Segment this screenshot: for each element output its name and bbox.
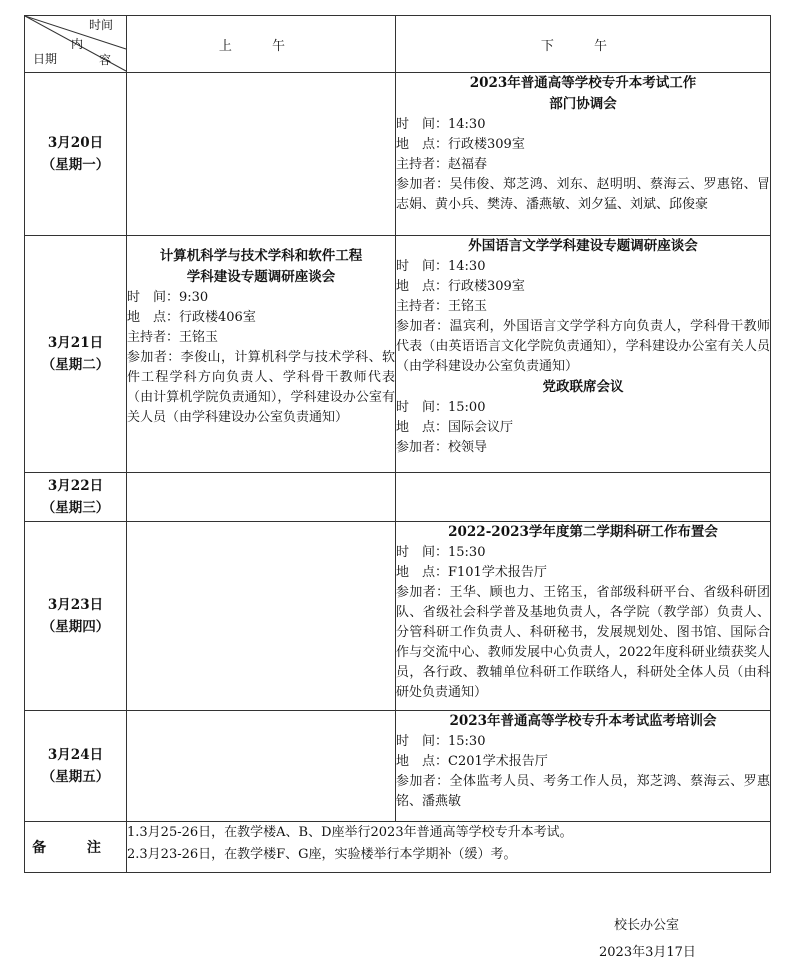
date-label: 3月22日 xyxy=(47,478,104,494)
meeting-participants: 参加者：校领导 xyxy=(396,440,488,455)
diagonal-header-cell xyxy=(25,16,127,73)
meeting-location: 地 点：行政楼406室 xyxy=(127,310,256,325)
weekday-label: （星期一） xyxy=(41,157,110,173)
remark-item: 1.3月25-26日，在教学楼A、B、D座举行2023年普通高等学校专升本考试。 xyxy=(127,825,573,840)
meeting-time: 时 间：15:30 xyxy=(396,734,486,749)
morning-cell-empty xyxy=(127,473,396,522)
date-label: 3月23日 xyxy=(47,597,104,613)
date-cell xyxy=(25,711,127,822)
remark-item: 2.3月23-26日，在教学楼F、G座，实验楼举行本学期补（缓）考。 xyxy=(127,847,517,862)
remarks-label: 备 注 xyxy=(25,822,127,873)
meeting-time: 时 间：14:30 xyxy=(396,117,486,132)
meeting-participants: 参加者：王华、顾也力、王铭玉，省部级科研平台、省级科研团队、省级社会科学普及基地负责人，各学院（教学部）负责人、分管科研工作负责人、科研秘书，发展规划处、图书馆、国际合作与交流中心、教师发展中心负责人，2022年度科研业绩获奖人员，各行政、教辅单位科研工作联络人，科研处全体人员（由科研处负责通知） xyxy=(396,585,770,700)
afternoon-cell xyxy=(396,711,771,822)
corner-content-label-2: 容 xyxy=(99,53,112,67)
meeting-time: 时 间：15:00 xyxy=(396,400,486,415)
meeting-time: 时 间：15:30 xyxy=(396,545,486,560)
meeting-time: 时 间：9:30 xyxy=(127,290,209,305)
date-cell xyxy=(25,73,127,236)
corner-content-label-1: 内 xyxy=(71,37,84,51)
date-label: 3月24日 xyxy=(47,747,104,763)
afternoon-cell xyxy=(396,73,771,236)
remarks-content xyxy=(127,822,771,873)
meeting-location: 地 点：行政楼309室 xyxy=(396,137,525,152)
morning-cell xyxy=(127,236,396,473)
header-row xyxy=(25,16,771,73)
weekday-label: （星期三） xyxy=(41,500,110,516)
meeting-title: 外国语言文学学科建设专题调研座谈会 xyxy=(468,238,698,254)
signature-office: 校长办公室 xyxy=(614,918,680,933)
meeting-participants: 参加者：吴伟俊、郑芝鸿、刘东、赵明明、蔡海云、罗惠铭、冒志娟、黄小兵、樊涛、潘燕敏、刘夕猛、刘斌、邱俊豪 xyxy=(396,177,770,212)
meeting-title: 学科建设专题调研座谈会 xyxy=(186,269,336,285)
morning-cell-empty xyxy=(127,522,396,711)
day-row-tue xyxy=(25,236,771,473)
afternoon-header: 下 午 xyxy=(396,16,771,73)
meeting-title: 党政联席会议 xyxy=(542,379,624,395)
meeting-time: 时 间：14:30 xyxy=(396,259,486,274)
day-row-mon xyxy=(25,73,771,236)
date-cell xyxy=(25,522,127,711)
afternoon-cell xyxy=(396,522,771,711)
date-cell xyxy=(25,236,127,473)
day-row-fri xyxy=(25,711,771,822)
meeting-location: 地 点：行政楼309室 xyxy=(396,279,525,294)
meeting-location: 地 点：C201学术报告厅 xyxy=(396,754,548,769)
morning-header: 上 午 xyxy=(127,16,396,73)
meeting-participants: 参加者：温宾利，外国语言文学学科方向负责人，学科骨干教师代表（由英语语言文化学院负责通知），学科建设办公室有关人员（由学科建设办公室负责通知） xyxy=(396,319,770,374)
meeting-participants: 参加者：全体监考人员、考务工作人员，郑芝鸿、蔡海云、罗惠铭、潘燕敏 xyxy=(396,774,770,809)
afternoon-cell xyxy=(396,236,771,473)
meeting-location: 地 点：F101学术报告厅 xyxy=(396,565,547,580)
date-label: 3月21日 xyxy=(47,335,104,351)
signature-date: 2023年3月17日 xyxy=(599,945,696,960)
corner-time-label: 时间 xyxy=(89,18,114,32)
meeting-location: 地 点：国际会议厅 xyxy=(396,420,514,435)
meeting-host: 主持者：王铭玉 xyxy=(127,330,219,345)
afternoon-cell-empty xyxy=(396,473,771,522)
morning-cell-empty xyxy=(127,73,396,236)
meeting-title: 计算机科学与技术学科和软件工程 xyxy=(159,248,363,264)
weekday-label: （星期二） xyxy=(41,357,110,373)
day-row-thu xyxy=(25,522,771,711)
meeting-title: 2023年普通高等学校专升本考试工作 xyxy=(469,75,697,91)
meeting-host: 主持者：王铭玉 xyxy=(396,299,488,314)
meeting-title: 部门协调会 xyxy=(549,96,617,112)
day-row-wed xyxy=(25,473,771,522)
meeting-participants: 参加者：李俊山，计算机科学与技术学科、软件工程学科方向负责人、学科骨干教师代表（由计算机学院负责通知），学科建设办公室有关人员（由学科建设办公室负责通知） xyxy=(127,350,395,425)
meeting-host: 主持者：赵福春 xyxy=(396,157,488,172)
meeting-title: 2022-2023学年度第二学期科研工作布置会 xyxy=(448,524,718,540)
corner-date-label: 日期 xyxy=(33,52,58,66)
meeting-title: 2023年普通高等学校专升本考试监考培训会 xyxy=(449,713,717,729)
date-cell xyxy=(25,473,127,522)
morning-cell-empty xyxy=(127,711,396,822)
weekly-schedule-table xyxy=(24,15,771,873)
remarks-row xyxy=(25,822,771,873)
weekday-label: （星期四） xyxy=(41,619,110,635)
date-label: 3月20日 xyxy=(47,135,104,151)
weekday-label: （星期五） xyxy=(41,769,110,785)
